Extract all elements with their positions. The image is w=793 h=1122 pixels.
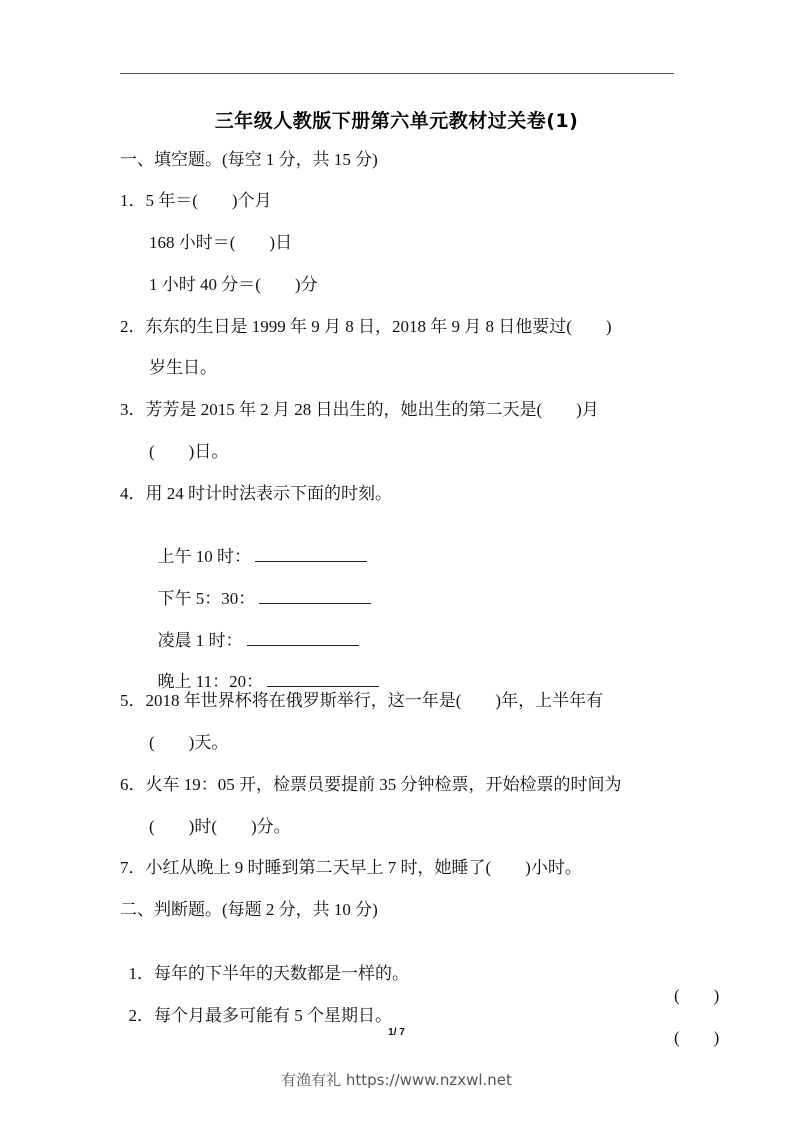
q5-line-b: ( )天。 xyxy=(149,733,229,752)
q6-line-a: 6．火车 19：05 开，检票员要提前 35 分钟检票，开始检票的时间为 xyxy=(120,775,622,794)
page-number: 1/ 7 xyxy=(388,1027,405,1038)
judgement-item xyxy=(120,983,720,1049)
judgement-text: 2．每个月最多可能有 5 个星期日。 xyxy=(128,1006,392,1025)
q2-line-a: 2．东东的生日是 1999 年 9 月 8 日，2018 年 9 月 8 日他要过( ) xyxy=(120,317,612,336)
answer-blank[interactable] xyxy=(259,589,371,604)
answer-paren[interactable]: ( ) xyxy=(674,1028,720,1047)
q4-item xyxy=(149,608,359,652)
q3-line-a: 3．芳芳是 2015 年 2 月 28 日出生的，她出生的第二天是( )月 xyxy=(120,400,599,419)
judgement-text: 1．每年的下半年的天数都是一样的。 xyxy=(128,964,409,983)
answer-paren[interactable]: ( ) xyxy=(674,986,720,1005)
answer-blank[interactable] xyxy=(255,547,367,562)
q4-line-a: 4．用 24 时计时法表示下面的时刻。 xyxy=(120,484,392,503)
q5-line-a: 5．2018 年世界杯将在俄罗斯举行，这一年是( )年，上半年有 xyxy=(120,691,604,710)
watermark: 有渔有礼 https://www.nzxwl.net xyxy=(281,1071,512,1089)
q6-line-b: ( )时( )分。 xyxy=(149,817,291,836)
q4-item-label: 凌晨 1 时： xyxy=(157,631,243,650)
q7-line-a: 7．小红从晚上 9 时睡到第二天早上 7 时，她睡了( )小时。 xyxy=(120,858,582,877)
q2-line-b: 岁生日。 xyxy=(149,358,217,377)
q4-item xyxy=(149,649,379,693)
q3-line-b: ( )日。 xyxy=(149,442,229,461)
header-rule xyxy=(120,73,674,74)
q1-line-c: 1 小时 40 分＝( )分 xyxy=(149,275,318,294)
answer-blank[interactable] xyxy=(267,672,379,687)
q4-item xyxy=(149,524,367,568)
q4-item-label: 下午 5：30： xyxy=(157,589,256,608)
q4-item xyxy=(149,566,371,610)
section2-heading: 二、判断题。(每题 2 分，共 10 分) xyxy=(120,900,378,919)
page-title: 三年级人教版下册第六单元教材过关卷(1) xyxy=(214,110,579,132)
q1-line-a: 1．5 年＝( )个月 xyxy=(120,191,272,210)
answer-blank[interactable] xyxy=(247,631,359,646)
q4-item-label: 晚上 11：20： xyxy=(157,672,264,691)
section1-heading: 一、填空题。(每空 1 分，共 15 分) xyxy=(120,150,378,169)
q1-line-b: 168 小时＝( )日 xyxy=(149,233,293,252)
q4-item-label: 上午 10 时： xyxy=(157,547,251,566)
